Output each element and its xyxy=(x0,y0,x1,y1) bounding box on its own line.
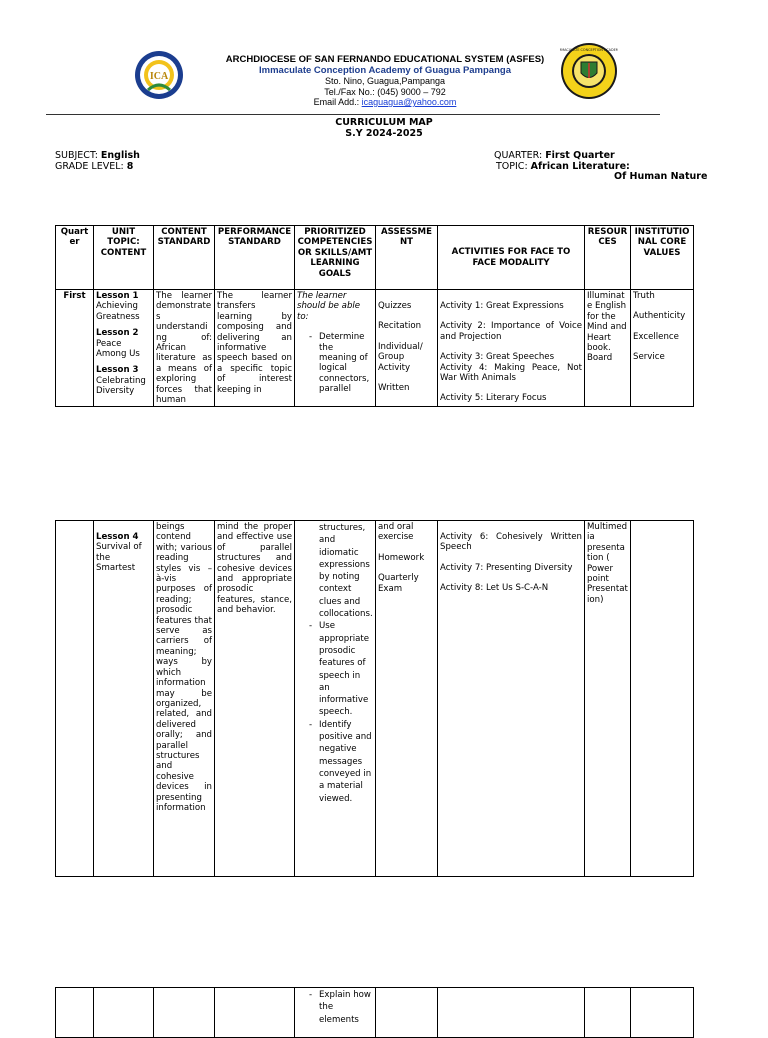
assessment-cell xyxy=(376,290,438,407)
competency-item: - Identify positive and negative messages conveyed in a material viewed. xyxy=(297,719,373,805)
competencies-cell xyxy=(295,521,376,877)
assessment-item: Quarterly Exam xyxy=(378,573,419,594)
activity-item: Activity 7: Presenting Diversity xyxy=(440,562,573,573)
lesson-2-label: Lesson 2 xyxy=(96,328,139,339)
curriculum-table-page-1 xyxy=(55,225,694,407)
lesson-3-title: Celebrating Diversity xyxy=(96,375,146,397)
school-email-line xyxy=(190,97,580,108)
archdiocese-line: ARCHDIOCESE OF SAN FERNANDO EDUCATIONAL SYSTEM (ASFES) xyxy=(225,54,545,65)
table-header-row xyxy=(56,226,694,290)
header-divider xyxy=(46,114,660,115)
activity-item: Activity 6: Cohesively Written Speech xyxy=(440,532,582,553)
curriculum-table-page-3 xyxy=(55,987,694,1038)
school-logo-left xyxy=(134,50,184,100)
lesson-1-label: Lesson 1 xyxy=(96,291,139,301)
lesson-1-title: Achieving Greatness xyxy=(96,301,140,322)
core-value-item: Truth xyxy=(633,291,655,301)
competency-continuation: structures, and idiomatic expressions by noting context clues and collocations. xyxy=(319,523,373,620)
unit-topic-cell xyxy=(94,290,154,407)
content-standard-cell: beings contend with; various reading styles vis – à-vis purposes of reading; prosodic features that serve as carriers of meaning; ways by which information may be organized, related, and delivered orally; and parallel structures and cohesive devices in presenting information xyxy=(154,521,215,877)
header-content-standard: CONTENT STANDARD xyxy=(154,226,215,290)
header-resources: RESOURCES xyxy=(585,226,631,290)
activity-item: Activity 8: Let Us S-C-A-N xyxy=(440,583,549,594)
header-performance-standard: PERFORMANCE STANDARD xyxy=(215,226,295,290)
header-assessment: ASSESSMENT xyxy=(376,226,438,290)
subject-line xyxy=(55,150,140,161)
assessment-item: and oral exercise xyxy=(378,522,414,543)
content-standard-cell xyxy=(154,988,215,1038)
document-title: CURRICULUM MAP xyxy=(335,117,433,128)
topic-label: TOPIC: xyxy=(496,161,531,172)
core-value-item: Service xyxy=(633,352,665,363)
assessment-item: Homework xyxy=(378,552,425,563)
grade-line xyxy=(55,161,133,172)
header-core-values: INSTITUTIONAL CORE VALUES xyxy=(631,226,694,290)
activity-item: Activity 2: Importance of Voice and Projection xyxy=(440,321,582,342)
competency-item: - Determine the meaning of logical connectors, parallel xyxy=(297,332,373,394)
grade-label: GRADE LEVEL: xyxy=(55,161,127,172)
assessment-item: Written xyxy=(378,383,410,394)
grade-value: 8 xyxy=(126,161,134,172)
subject-label: SUBJECT: xyxy=(55,150,101,161)
left-logo-text: ICA xyxy=(149,71,169,82)
header-unit-topic: UNIT TOPIC: CONTENT xyxy=(94,226,154,290)
competencies-cell xyxy=(295,290,376,407)
quarter-cell xyxy=(56,521,94,877)
performance-standard-cell: The learner transfers learning by composing and delivering an informative speech based on a specific topic of interest keeping in xyxy=(215,290,295,407)
activity-item: Activity 4: Making Peace, Not War With Animals xyxy=(440,362,582,384)
assessment-item: Recitation xyxy=(378,321,422,332)
competencies-cell xyxy=(295,988,376,1038)
quarter-value: First Quarter xyxy=(545,150,615,161)
lesson-4-title: Survival of the Smartest xyxy=(96,542,142,574)
performance-standard-cell: mind the proper and effective use of parallel structures and cohesive devices and appropriate prosodic features, stance, and behavior. xyxy=(215,521,295,877)
header-quarter: Quarter xyxy=(56,226,94,290)
resources-cell xyxy=(585,290,631,407)
topic-line-2 xyxy=(614,171,707,182)
core-value-item: Excellence xyxy=(633,331,679,342)
resources-cell: Multimedia presentation ( Power point Presentation) xyxy=(585,521,631,877)
competency-item: - Use appropriate prosodic features of speech in an informative speech. xyxy=(297,620,373,718)
email-link[interactable]: icaguagua@yahoo.com xyxy=(361,97,457,107)
activity-item: Activity 5: Literary Focus xyxy=(440,393,547,404)
email-label: Email Add.: xyxy=(313,97,362,107)
activity-item: Activity 3: Great Speeches xyxy=(440,352,555,363)
lesson-2-title: Peace Among Us xyxy=(96,338,140,360)
letterhead xyxy=(190,55,580,108)
core-values-cell xyxy=(631,521,694,877)
activity-item: Activity 1: Great Expressions xyxy=(440,301,564,311)
quarter-cell xyxy=(56,988,94,1038)
lesson-3-label: Lesson 3 xyxy=(96,365,139,376)
lesson-4-label: Lesson 4 xyxy=(96,532,139,542)
assessment-item: Individual/ Group Activity xyxy=(378,341,423,373)
resource-item: Board xyxy=(587,353,613,364)
header-competencies: PRIORITIZED COMPETENCIES OR SKILLS/AMT LEARNING GOALS xyxy=(295,226,376,290)
topic-line xyxy=(496,161,630,172)
unit-topic-cell xyxy=(94,521,154,877)
activities-cell xyxy=(438,290,585,407)
core-values-cell xyxy=(631,290,694,407)
curriculum-table-page-2 xyxy=(55,520,694,877)
school-name: Immaculate Conception Academy of Guagua Pampanga xyxy=(259,64,511,76)
school-telephone: Tel./Fax No.: (045) 9000 – 792 xyxy=(324,86,446,97)
assessment-cell xyxy=(376,988,438,1038)
table-row xyxy=(56,521,694,877)
school-address: Sto. Nino, Guagua,Pampanga xyxy=(324,76,446,86)
topic-value-2: Of Human Nature xyxy=(614,171,708,182)
competency-intro: The learner should be able to: xyxy=(297,291,361,322)
subject-value: English xyxy=(100,150,140,161)
performance-standard-cell xyxy=(215,988,295,1038)
core-values-cell xyxy=(631,988,694,1038)
activities-cell xyxy=(438,988,585,1038)
assessment-cell xyxy=(376,521,438,877)
activities-cell xyxy=(438,521,585,877)
table-row xyxy=(56,290,694,407)
assessment-item: Quizzes xyxy=(378,301,412,311)
header-activities: ACTIVITIES FOR FACE TO FACE MODALITY xyxy=(438,226,585,290)
school-year: S.Y 2024-2025 xyxy=(345,128,423,139)
quarter-cell: First xyxy=(56,290,94,407)
core-value-item: Authenticity xyxy=(633,311,686,322)
school-seal-right xyxy=(560,42,618,100)
competency-item: - Explain how the elements xyxy=(297,989,373,1026)
seal-text: IMMACULATE CONCEPTION ACADEMY xyxy=(560,48,618,52)
resource-item: Illuminate English for the Mind and Heart book. xyxy=(587,291,627,354)
unit-topic-cell xyxy=(94,988,154,1038)
content-standard-cell: The learner demonstrates understanding of: African literature as a means of exploring forces that human xyxy=(154,290,215,407)
topic-value: African Literature: xyxy=(530,161,630,172)
quarter-label: QUARTER: xyxy=(494,150,546,161)
table-row xyxy=(56,988,694,1038)
resources-cell xyxy=(585,988,631,1038)
quarter-line xyxy=(494,150,615,161)
